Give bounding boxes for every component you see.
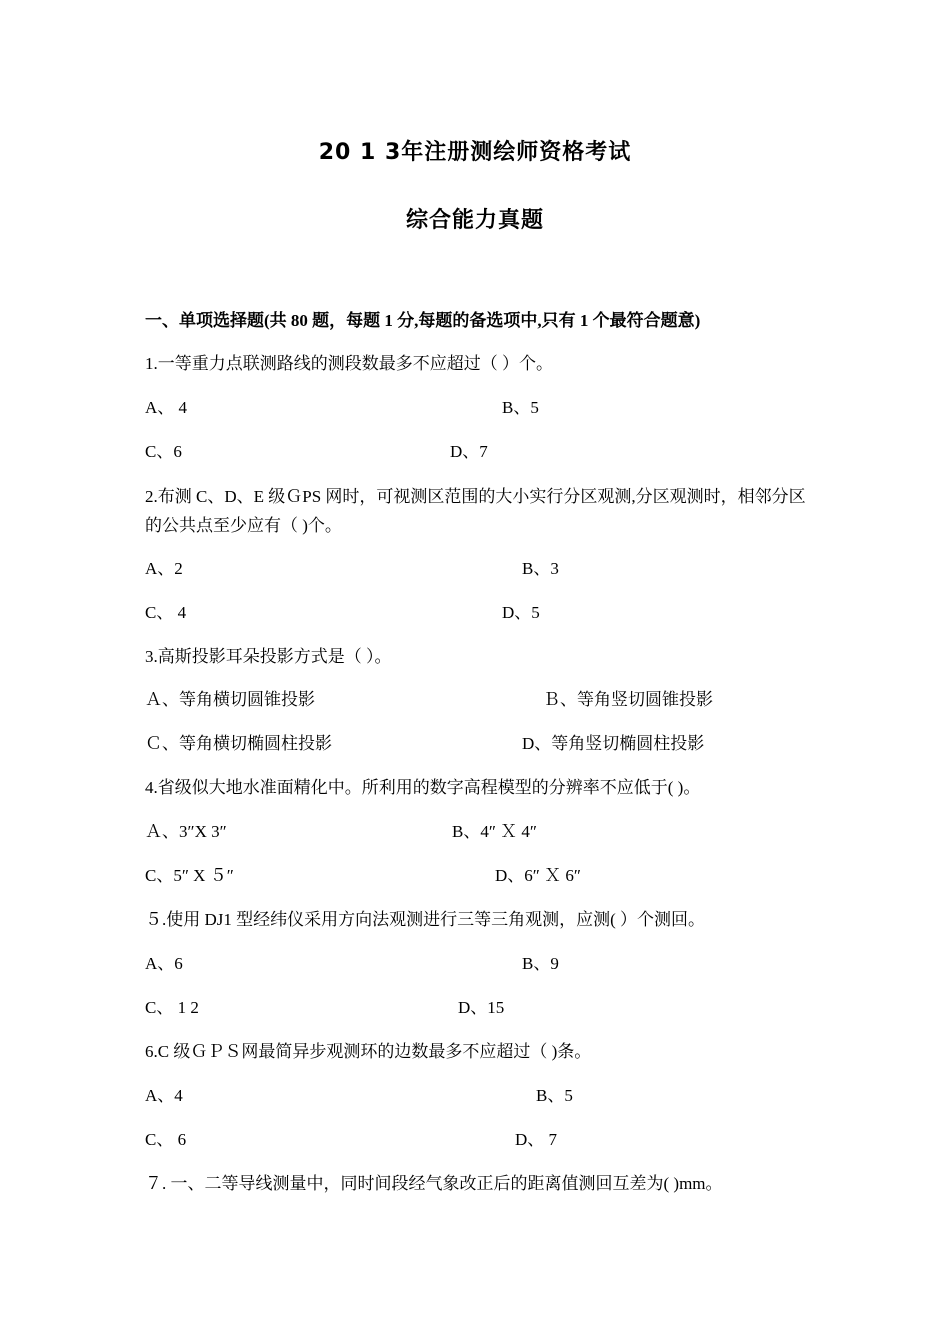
question-6-stem: 6.C 级ＧＰＳ网最简异步观测环的边数最多不应超过（ )条。 [145,1042,592,1061]
question-3-option-d: D、等角竖切椭圆柱投影 [522,734,705,753]
question-6-option-b: B、5 [536,1086,573,1105]
question-5-option-a: A、6 [145,954,183,973]
question-7-stem: ７. 一、二等导线测量中，同时间段经气象改正后的距离值测回互差为( )mm。 [145,1174,723,1193]
question-4-option-d: D、6″ Ｘ 6″ [495,866,581,885]
question-3-option-a: Ａ、等角横切圆锥投影 [145,690,315,709]
question-1-option-a: A、 4 [145,398,188,417]
section-heading: 一、单项选择题(共 80 题，每题 1 分,每题的备选项中,只有 1 个最符合题意) [145,311,701,330]
question-4-option-a: Ａ、3″X 3″ [145,822,227,841]
question-4-stem: 4.省级似大地水准面精化中。所利用的数字高程模型的分辨率不应低于( )。 [145,778,701,797]
question-6-option-c: C、 6 [145,1130,187,1149]
question-3-stem: 3.高斯投影耳朵投影方式是（ ）。 [145,647,392,666]
question-5-option-c: C、 1 2 [145,998,199,1017]
question-3-option-b: Ｂ、等角竖切圆锥投影 [543,690,713,709]
question-1-stem: 1.一等重力点联测路线的测段数最多不应超过（ ）个。 [145,354,553,373]
document-title: 20 1 3年注册测绘师资格考试 [318,140,632,165]
question-5-option-d: D、15 [458,998,505,1017]
question-1-option-b: B、5 [502,398,539,417]
question-5-option-b: B、9 [522,954,559,973]
question-2-option-b: B、3 [522,559,559,578]
question-2-option-a: A、2 [145,559,183,578]
document-subtitle: 综合能力真题 [405,208,544,233]
question-6-option-a: A、4 [145,1086,183,1105]
question-3-option-c: Ｃ、等角横切椭圆柱投影 [145,734,332,753]
question-4-option-c: C、5″ X ５″ [145,866,234,885]
question-1-option-c: C、6 [145,442,182,461]
question-2-stem: 2.布测 C、D、E 级ＧPS 网时，可视测区范围的大小实行分区观测,分区观测时，相邻分区的公共点至少应有（ )个。 [145,487,806,535]
question-6-option-d: D、 7 [515,1130,558,1149]
question-5-stem: ５.使用 DJ1 型经纬仪采用方向法观测进行三等三角观测，应测( ）个测回。 [145,910,706,929]
question-4-option-b: B、4″ Ｘ 4″ [452,822,537,841]
question-2-option-d: D、5 [502,603,540,622]
question-1-option-d: D、7 [450,442,488,461]
question-2-option-c: C、 4 [145,603,187,622]
